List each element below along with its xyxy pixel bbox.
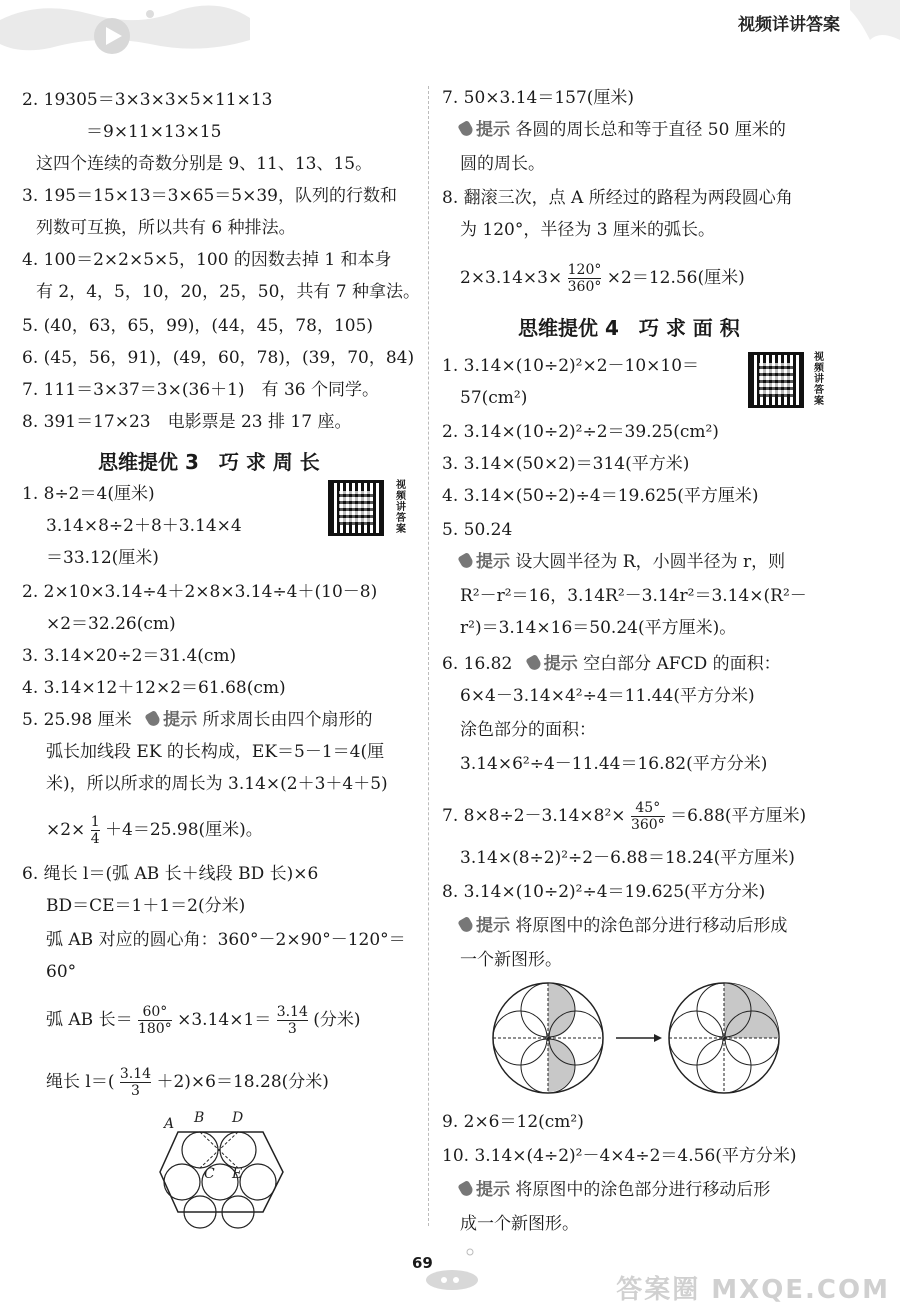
label-E: E	[232, 1166, 243, 1182]
q7-expr-pre: 7. 8×8÷2－3.14×8²×	[442, 806, 626, 826]
p2-line2: ×2＝32.26(cm)	[46, 614, 176, 634]
section-title-3: 思维提优 3 巧 求 周 长	[98, 450, 320, 474]
hint-label	[528, 654, 578, 674]
numerator: 1	[90, 814, 100, 830]
qr-code-icon[interactable]	[328, 480, 384, 536]
hint-label	[460, 916, 510, 936]
transformed-figure	[669, 983, 779, 1093]
hint-label	[460, 1180, 510, 1200]
answer-6: 6. (45，56，91)，(49，60，78)，(39，70，84)	[22, 348, 415, 368]
qr-code-icon[interactable]	[748, 352, 804, 408]
pencil-icon	[525, 654, 542, 672]
p5-expr-post: ＋4＝25.98(厘米)。	[105, 820, 263, 840]
p1-line3: ＝33.12(厘米)	[46, 548, 159, 568]
q8-hint-body: 将原图中的涂色部分进行移动后形成	[515, 916, 788, 936]
hint-label	[460, 120, 510, 140]
p5-line2: 弧长加线段 EK 的长构成，EK＝5－1＝4(厘	[46, 742, 385, 762]
fraction	[568, 262, 602, 295]
r7-line1: 7. 50×3.14＝157(厘米)	[442, 88, 635, 108]
q10-line1: 10. 3.14×(4÷2)²－4×4÷2＝4.56(平方分米)	[442, 1146, 797, 1166]
column-divider	[428, 86, 429, 1226]
p6-rope-post: ＋2)×6＝18.28(分米)	[156, 1072, 329, 1092]
r8-line3	[460, 262, 745, 295]
denominator: 360°	[630, 817, 665, 833]
denominator: 180°	[137, 1021, 172, 1037]
p6-rope-pre: 绳长 l＝(	[46, 1072, 115, 1092]
q6-line1	[442, 654, 781, 674]
pencil-icon	[144, 710, 161, 728]
answer-3-line2: 列数可互换，所以共有 6 种排法。	[36, 218, 296, 238]
q7-line1	[442, 800, 806, 833]
numerator: 3.14	[119, 1066, 152, 1082]
answer-4-line2: 有 2，4，5，10，20，25，50，共有 7 种拿法。	[36, 282, 421, 302]
numerator: 3.14	[276, 1004, 308, 1020]
p1-line2: 3.14×8÷2＋8＋3.14×4	[46, 516, 242, 536]
q6-line2: 6×4－3.14×4²÷4＝11.44(平方分米)	[460, 686, 755, 706]
answer-3: 3. 195＝15×13＝3×65＝5×39，队列的行数和	[22, 186, 397, 206]
denominator: 360°	[567, 279, 602, 295]
denominator: 4	[90, 831, 100, 847]
q5-line1: 5. 50.24	[442, 520, 513, 540]
r7-hint-body: 各圆的周长总和等于直径 50 厘米的	[515, 120, 786, 140]
q6-line4: 3.14×6²÷4－11.44＝16.82(平方分米)	[460, 754, 768, 774]
label-D: D	[232, 1110, 244, 1126]
hint-label	[460, 552, 510, 572]
hint-label	[147, 710, 197, 730]
r8-line1: 8. 翻滚三次，点 A 所经过的路程为两段圆心角	[442, 188, 793, 208]
numerator: 45°	[635, 800, 661, 816]
qr-label: 视频讲答案	[814, 352, 824, 407]
numerator: 120°	[567, 262, 602, 278]
fraction	[120, 1066, 151, 1099]
q3: 3. 3.14×(50×2)＝314(平方米)	[442, 454, 690, 474]
q10-hint-body: 将原图中的涂色部分进行移动后形	[515, 1180, 771, 1200]
hint-text: 提示	[163, 710, 198, 730]
hint-text: 提示	[476, 552, 510, 572]
q8-line2	[460, 916, 787, 936]
q6-hint-body: 空白部分 AFCD 的面积：	[583, 654, 781, 674]
p6-arc-post: (分米)	[313, 1010, 361, 1030]
q4: 4. 3.14×(50÷2)÷4＝19.625(平方厘米)	[442, 486, 759, 506]
hint-text: 提示	[476, 1180, 510, 1200]
q10-line2	[460, 1180, 770, 1200]
pencil-icon	[457, 120, 474, 138]
p6-line6	[46, 1066, 329, 1099]
q8-line3: 一个新图形。	[460, 950, 562, 970]
p5-hint-body: 所求周长由四个扇形的	[202, 710, 373, 730]
q10-line3: 成一个新图形。	[460, 1214, 579, 1234]
header-title: 视频详讲答案	[738, 15, 840, 35]
fraction	[277, 1004, 308, 1037]
answer-7: 7. 111＝3×37＝3×(36＋1) 有 36 个同学。	[22, 380, 379, 400]
p5-line1	[22, 710, 373, 730]
q2: 2. 3.14×(10÷2)²÷2＝39.25(cm²)	[442, 422, 719, 442]
fraction	[138, 1004, 172, 1037]
denominator: 3	[277, 1020, 308, 1037]
p4: 4. 3.14×12＋12×2＝61.68(cm)	[22, 678, 286, 698]
p6-line5	[46, 1004, 361, 1037]
p2-line1: 2. 2×10×3.14÷4＋2×8×3.14÷4＋(10－8)	[22, 582, 378, 602]
p6-line3: 弧 AB 对应的圆心角：360°－2×90°－120°＝	[46, 930, 406, 950]
q7-expr-post: ＝6.88(平方厘米)	[670, 806, 807, 826]
watermark: 答案圈 MXQE.COM	[616, 1275, 890, 1305]
p6-arc-mid: ×3.14×1＝	[177, 1010, 272, 1030]
label-A: A	[164, 1116, 175, 1132]
label-B: B	[194, 1110, 205, 1126]
pencil-icon	[457, 916, 474, 934]
answer-8: 8. 391＝17×23 电影票是 23 排 17 座。	[22, 412, 352, 432]
answer-5: 5. (40，63，65，99)，(44，45，78，105)	[22, 316, 374, 336]
answer-4: 4. 100＝2×2×5×5，100 的因数去掉 1 和本身	[22, 250, 392, 270]
q7-line2: 3.14×(8÷2)²÷2－6.88＝18.24(平方厘米)	[460, 848, 795, 868]
fraction	[631, 800, 665, 833]
hint-text: 提示	[543, 654, 578, 674]
header-corner-decoration	[840, 0, 900, 60]
q6-line3: 涂色部分的面积：	[460, 720, 596, 740]
header-decoration	[0, 0, 260, 62]
p3: 3. 3.14×20÷2＝31.4(cm)	[22, 646, 237, 666]
answer-2-line3: 这四个连续的奇数分别是 9、11、13、15。	[36, 154, 373, 174]
q9: 9. 2×6＝12(cm²)	[442, 1112, 584, 1132]
hexagon-circles-figure	[158, 1110, 288, 1230]
q5-hint-body: 设大圆半径为 R，小圆半径为 r，则	[515, 552, 786, 572]
label-C: C	[204, 1166, 215, 1182]
r7-line3: 圆的周长。	[460, 154, 545, 174]
r8-line2: 为 120°，半径为 3 厘米的弧长。	[460, 220, 715, 240]
hint-text: 提示	[476, 120, 510, 140]
section-title-4: 思维提优 4 巧 求 面 积	[518, 316, 740, 340]
numerator: 60°	[142, 1004, 168, 1020]
p6-line1: 6. 绳长 l＝(弧 AB 长＋线段 BD 长)×6	[22, 864, 319, 884]
q5-line2	[460, 552, 785, 572]
answer-2-line2: ＝9×11×13×15	[86, 122, 222, 142]
q5-line3: R²－r²＝16，3.14R²－3.14r²＝3.14×(R²－	[460, 586, 807, 606]
q1-line1: 1. 3.14×(10÷2)²×2－10×10＝	[442, 356, 700, 376]
p6-line2: BD＝CE＝1＋1＝2(分米)	[46, 896, 246, 916]
pencil-icon	[457, 552, 474, 570]
arrow-icon	[616, 1034, 662, 1042]
hint-text: 提示	[476, 916, 510, 936]
page-number: 69	[412, 1254, 433, 1272]
p5-line3: 米)，所以所求的周长为 3.14×(2＋3＋4＋5)	[46, 774, 388, 794]
r8-expr-post: ×2＝12.56(厘米)	[606, 268, 745, 288]
p5-answer: 5. 25.98 厘米	[22, 710, 132, 730]
p5-expr-pre: ×2×	[46, 820, 86, 840]
answer-2: 2. 19305＝3×3×3×5×11×13	[22, 90, 273, 110]
fraction	[91, 814, 100, 847]
flower-circle-figures	[492, 980, 792, 1100]
p1-line1: 1. 8÷2＝4(厘米)	[22, 484, 155, 504]
r7-line2	[460, 120, 786, 140]
qr-label: 视频讲答案	[396, 480, 406, 535]
p6-arc-pre: 弧 AB 长＝	[46, 1010, 133, 1030]
p5-line4	[46, 814, 263, 847]
p6-line4: 60°	[46, 962, 77, 982]
pencil-icon	[457, 1180, 474, 1198]
original-figure	[493, 983, 603, 1093]
q6-answer: 6. 16.82	[442, 654, 513, 674]
denominator: 3	[120, 1082, 151, 1099]
page-header	[0, 0, 900, 62]
q1-line2: 57(cm²)	[460, 388, 528, 408]
q5-line4: r²)＝3.14×16＝50.24(平方厘米)。	[460, 618, 737, 638]
q8-line1: 8. 3.14×(10÷2)²÷4＝19.625(平方分米)	[442, 882, 766, 902]
r8-expr-pre: 2×3.14×3×	[460, 268, 563, 288]
